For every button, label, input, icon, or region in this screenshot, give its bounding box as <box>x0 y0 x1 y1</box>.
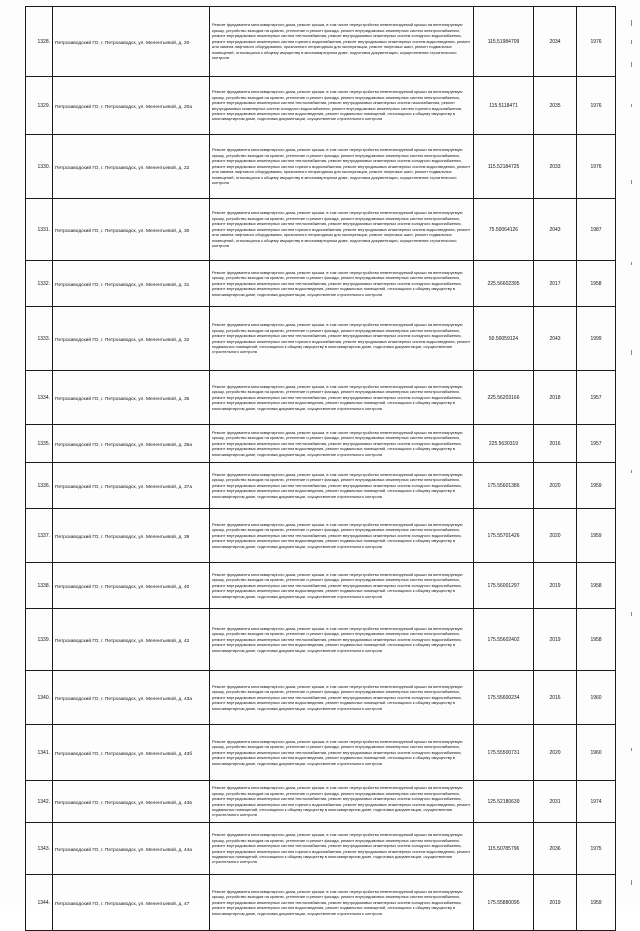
row-work-types: Ремонт фундамента многоквартирного дома, ремонт крыши, в том числе переустройство невентилируемой крыши на вентилируемую крышу, устройство выходов на кровлю, утепление и ремонт фасада, ремонт внутридомовых инженерных систем электроснабжения, ремонт внутридомовых инженерных систем теплоснабжения, ремонт внутридомовых инженерных систем холодного водоснабжения, ремонт внутридомовых инженерных систем водоотведения, ремонт подвальных помещений, относящихся к общему имуществу в многоквартирном доме, подготовка документации, осуществление строительного контроля <box>212 429 463 457</box>
row-address-cell <box>53 425 210 463</box>
row-work-types-cell <box>210 371 474 425</box>
row-build-year: 1957 <box>590 394 602 401</box>
row-work-types-cell <box>210 135 474 199</box>
row-area-value: 175.55880095 <box>487 899 520 906</box>
row-address: Петрозаводский ГО, г. Петрозаводск, ул. Мелентьевой, д. 35а <box>55 443 192 449</box>
row-address: Петрозаводский ГО, г. Петрозаводск, ул. Мелентьевой, д. 30 <box>55 229 190 235</box>
row-area-value-cell <box>474 261 534 307</box>
table-row <box>26 307 616 371</box>
row-build-year-cell <box>577 725 616 781</box>
row-planned-year: 2036 <box>549 845 561 852</box>
row-build-year: 1974 <box>590 798 602 805</box>
row-address-cell <box>53 609 210 671</box>
row-number: 1329. <box>37 102 50 109</box>
row-number: 1339. <box>37 636 50 643</box>
table-row <box>26 563 616 609</box>
row-build-year-cell <box>577 875 616 931</box>
row-planned-year: 2019 <box>549 899 561 906</box>
row-work-types-cell <box>210 307 474 371</box>
table-row <box>26 725 616 781</box>
row-planned-year: 2035 <box>549 102 561 109</box>
row-work-types: Ремонт фундамента многоквартирного дома, ремонт крыши, в том числе переустройство невентилируемой крыши на вентилируемую крышу, устройство выходов на кровлю, утепление и ремонт фасада, ремонт внутридомовых инженерных систем электроснабжения, ремонт внутридомовых инженерных систем теплоснабжения, ремонт внутридомовых инженерных систем холодного водоснабжения, ремонт внутридомовых инженерных систем водоотведения, ремонт подвальных помещений, относящихся к общему имуществу в многоквартирном доме, подготовка документации, осуществление строительного контроля <box>212 269 463 297</box>
row-number-cell <box>26 725 53 781</box>
row-area-value: 115.50785796 <box>487 845 520 852</box>
row-planned-year-cell <box>534 135 577 199</box>
row-address-cell <box>53 7 210 77</box>
row-work-types-cell <box>210 7 474 77</box>
row-build-year: 1960 <box>590 694 602 701</box>
row-build-year-cell <box>577 563 616 609</box>
row-number-cell <box>26 425 53 463</box>
row-work-types-cell <box>210 463 474 509</box>
row-number: 1343. <box>37 845 50 852</box>
row-number: 1342. <box>37 798 50 805</box>
table-row <box>26 261 616 307</box>
row-number-cell <box>26 135 53 199</box>
row-number-cell <box>26 671 53 725</box>
row-number: 1334. <box>37 394 50 401</box>
row-address: Петрозаводский ГО, г. Петрозаводск, ул. Мелентьевой, д. 20а <box>55 105 192 111</box>
row-build-year: 1999 <box>590 335 602 342</box>
row-planned-year: 2020 <box>549 482 561 489</box>
row-work-types-cell <box>210 875 474 931</box>
row-address-cell <box>53 509 210 563</box>
row-number: 1331. <box>37 226 50 233</box>
row-area-value-cell <box>474 371 534 425</box>
row-work-types: Ремонт фундамента многоквартирного дома, ремонт крыши, в том числе переустройство невентилируемой крыши на вентилируемую крышу, устройство выходов на кровлю, утепление и ремонт фасада, ремонт внутридомовых инженерных систем электроснабжения, ремонт внутридомовых инженерных систем теплоснабжения, ремонт внутридомовых инженерных систем холодного водоснабжения, ремонт внутридомовых инженерных систем горячего водоснабжения, ремонт внутридомовых инженерных систем водоотведения, ремонт или замена лифтового оборудования, признанного непригодным для эксплуатации, ремонт лифтовых шахт, ремонт подвальных помещений, относящихся к общему имуществу в многоквартирном доме, подготовка документации, осуществление строительного контроля <box>212 147 471 186</box>
row-number-cell <box>26 77 53 135</box>
row-number-cell <box>26 371 53 425</box>
row-area-value-cell <box>474 425 534 463</box>
row-work-types: Ремонт фундамента многоквартирного дома, ремонт крыши, в том числе переустройство невентилируемой крыши на вентилируемую крышу, устройство выходов на кровлю, утепление и ремонт фасада, ремонт внутридомовых инженерных систем электроснабжения, ремонт внутридомовых инженерных систем теплоснабжения, ремонт внутридомовых инженерных систем холодного водоснабжения, ремонт внутридомовых инженерных систем водоотведения, ремонт подвальных помещений, относящихся к общему имуществу в многоквартирном доме, подготовка документации, осуществление строительного контроля <box>212 888 463 916</box>
row-work-types-cell <box>210 781 474 823</box>
row-address-cell <box>53 725 210 781</box>
row-address-cell <box>53 135 210 199</box>
row-planned-year: 2033 <box>549 163 561 170</box>
row-build-year: 1959 <box>590 899 602 906</box>
row-area-value: 175.55600234 <box>487 694 520 701</box>
row-work-types: Ремонт фундамента многоквартирного дома, ремонт крыши, в том числе переустройство невентилируемой крыши на вентилируемую крышу, устройство выходов на кровлю, утепление и ремонт фасада, ремонт внутридомовых инженерных систем электроснабжения, ремонт внутридомовых инженерных систем теплоснабжения, ремонт внутридомовых инженерных систем холодного водоснабжения, ремонт внутридомовых инженерных систем водоотведения, ремонт подвальных помещений, относящихся к общему имуществу в многоквартирном доме, подготовка документации, осуществление строительного контроля <box>212 625 463 653</box>
table-row <box>26 425 616 463</box>
row-number: 1332. <box>37 280 50 287</box>
table-row <box>26 371 616 425</box>
row-build-year-cell <box>577 371 616 425</box>
row-planned-year: 2034 <box>549 38 561 45</box>
table-row <box>26 77 616 135</box>
row-build-year: 1957 <box>590 440 602 447</box>
row-work-types-cell <box>210 609 474 671</box>
row-address: Петрозаводский ГО, г. Петрозаводск, ул. Мелентьевой, д. 43а <box>55 697 192 703</box>
row-address-cell <box>53 371 210 425</box>
row-area-value: 225.56203166 <box>487 394 520 401</box>
row-address-cell <box>53 307 210 371</box>
row-planned-year: 2019 <box>549 582 561 589</box>
row-work-types: Ремонт фундамента многоквартирного дома, ремонт крыши, в том числе переустройство невентилируемой крыши на вентилируемую крышу, устройство выходов на кровлю, утепление и ремонт фасада, ремонт внутридомовых инженерных систем электроснабжения, ремонт внутридомовых инженерных систем теплоснабжения, ремонт внутридомовых инженерных систем холодного водоснабжения, ремонт внутридомовых инженерных систем водоотведения, ремонт подвальных помещений, относящихся к общему имуществу в многоквартирном доме, подготовка документации, осуществление строительного контроля <box>212 571 463 599</box>
row-area-value-cell <box>474 135 534 199</box>
row-planned-year-cell <box>534 781 577 823</box>
row-work-types: Ремонт фундамента многоквартирного дома, ремонт крыши, в том числе переустройство невентилируемой крыши на вентилируемую крышу, устройство выходов на кровлю, утепление и ремонт фасада, ремонт внутридомовых инженерных систем электроснабжения, ремонт внутридомовых инженерных систем теплоснабжения, ремонт внутридомовых инженерных систем холодного водоснабжения, ремонт внутридомовых инженерных систем водоотведения, ремонт подвальных помещений, относящихся к общему имуществу в многоквартирном доме, подготовка документации, осуществление строительного контроля <box>212 683 463 711</box>
row-work-types: Ремонт фундамента многоквартирного дома, ремонт крыши, в том числе переустройство невентилируемой крыши на вентилируемую крышу, устройство выходов на кровлю, утепление и ремонт фасада, ремонт внутридомовых инженерных систем электроснабжения, ремонт внутридомовых инженерных систем теплоснабжения, ремонт внутридомовых инженерных систем холодного водоснабжения, ремонт внутридомовых инженерных систем горячего водоснабжения, ремонт внутридомовых инженерных систем водоотведения, ремонт подвальных помещений, относящихся к общему имуществу в многоквартирном доме, подготовка документации, осуществление строительного контроля <box>212 322 471 355</box>
row-work-types-cell <box>210 725 474 781</box>
row-build-year-cell <box>577 823 616 875</box>
row-number: 1328. <box>37 38 50 45</box>
row-area-value-cell <box>474 7 534 77</box>
row-number-cell <box>26 509 53 563</box>
row-area-value-cell <box>474 563 534 609</box>
row-address-cell <box>53 781 210 823</box>
row-build-year: 1960 <box>590 749 602 756</box>
table-row <box>26 823 616 875</box>
table-row <box>26 609 616 671</box>
row-planned-year: 2031 <box>549 798 561 805</box>
row-planned-year-cell <box>534 261 577 307</box>
row-area-value: 175.55500731 <box>487 749 520 756</box>
row-address: Петрозаводский ГО, г. Петрозаводск, ул. Мелентьевой, д. 35 <box>55 397 190 403</box>
row-address: Петрозаводский ГО, г. Петрозаводск, ул. Мелентьевой, д. 31 <box>55 283 190 289</box>
row-planned-year-cell <box>534 199 577 261</box>
row-planned-year: 2020 <box>549 749 561 756</box>
row-work-types-cell <box>210 261 474 307</box>
row-address: Петрозаводский ГО, г. Петрозаводск, ул. Мелентьевой, д. 43в <box>55 801 192 807</box>
capital-repair-table <box>25 6 616 931</box>
row-area-value: 75.50064126 <box>488 226 519 233</box>
row-address-cell <box>53 823 210 875</box>
row-build-year-cell <box>577 77 616 135</box>
row-work-types-cell <box>210 199 474 261</box>
table-row <box>26 7 616 77</box>
row-build-year-cell <box>577 425 616 463</box>
row-work-types-cell <box>210 823 474 875</box>
row-area-value: 50.50059124 <box>488 335 519 342</box>
row-planned-year-cell <box>534 7 577 77</box>
row-address: Петрозаводский ГО, г. Петрозаводск, ул. Мелентьевой, д. 47 <box>55 902 190 908</box>
row-area-value: 115.51984709 <box>487 38 520 45</box>
row-build-year: 1958 <box>590 636 602 643</box>
row-planned-year-cell <box>534 425 577 463</box>
row-planned-year: 2018 <box>549 394 561 401</box>
row-planned-year-cell <box>534 371 577 425</box>
row-build-year: 1976 <box>590 38 602 45</box>
row-work-types-cell <box>210 671 474 725</box>
scan-edge-marks <box>628 0 638 905</box>
row-build-year-cell <box>577 135 616 199</box>
row-work-types: Ремонт фундамента многоквартирного дома, ремонт крыши, в том числе переустройство невентилируемой крыши на вентилируемую крышу, устройство выходов на кровлю, утепление и ремонт фасада, ремонт внутридомовых инженерных систем электроснабжения, ремонт внутридомовых инженерных систем теплоснабжения, ремонт внутридомовых инженерных систем холодного водоснабжения, ремонт внутридомовых инженерных систем горячего водоснабжения, ремонт внутридомовых инженерных систем водоотведения, ремонт подвальных помещений, относящихся к общему имуществу в многоквартирном доме, подготовка документации, осуществление строительного контроля <box>212 785 471 818</box>
row-area-value-cell <box>474 509 534 563</box>
row-number-cell <box>26 307 53 371</box>
row-planned-year: 2019 <box>549 636 561 643</box>
row-planned-year-cell <box>534 609 577 671</box>
row-work-types: Ремонт фундамента многоквартирного дома, ремонт крыши, в том числе переустройство невентилируемой крыши на вентилируемую крышу, устройство выходов на кровлю, утепление и ремонт фасада, ремонт внутридомовых инженерных систем электроснабжения, ремонт внутридомовых инженерных систем теплоснабжения, ремонт внутридомовых инженерных систем холодного водоснабжения, ремонт внутридомовых инженерных систем водоотведения, ремонт подвальных помещений, относящихся к общему имуществу в многоквартирном доме, подготовка документации, осуществление строительного контроля <box>212 383 463 411</box>
row-address: Петрозаводский ГО, г. Петрозаводск, ул. Мелентьевой, д. 20 <box>55 41 190 47</box>
row-build-year: 1959 <box>590 482 602 489</box>
row-number: 1337. <box>37 532 50 539</box>
row-build-year-cell <box>577 7 616 77</box>
row-work-types: Ремонт фундамента многоквартирного дома, ремонт крыши, в том числе переустройство невентилируемой крыши на вентилируемую крышу, устройство выходов на кровлю, утепление и ремонт фасада, ремонт внутридомовых инженерных систем электроснабжения, ремонт внутридомовых инженерных систем теплоснабжения, ремонт внутридомовых инженерных систем холодного водоснабжения, ремонт внутридомовых инженерных систем водоотведения, ремонт подвальных помещений, относящихся к общему имуществу в многоквартирном доме, подготовка документации, осуществление строительного контроля <box>212 738 463 766</box>
row-number-cell <box>26 7 53 77</box>
row-address-cell <box>53 463 210 509</box>
row-build-year-cell <box>577 463 616 509</box>
row-build-year: 1976 <box>590 163 602 170</box>
table-row <box>26 463 616 509</box>
table-row <box>26 199 616 261</box>
row-work-types: Ремонт фундамента многоквартирного дома, ремонт крыши, в том числе переустройство невентилируемой крыши на вентилируемую крышу, устройство выходов на кровлю, утепление и ремонт фасада, ремонт внутридомовых инженерных систем электроснабжения, ремонт внутридомовых инженерных систем теплоснабжения, ремонт внутридомовых инженерных систем холодного водоснабжения, ремонт внутридомовых инженерных систем горячего водоснабжения, ремонт внутридомовых инженерных систем водоотведения, ремонт или замена лифтового оборудования, признанного непригодным для эксплуатации, ремонт лифтовых шахт, ремонт подвальных помещений, относящихся к общему имуществу в многоквартирном доме, подготовка документации, осуществление строительного контроля <box>212 210 471 249</box>
row-area-value: 175.55701426 <box>487 532 520 539</box>
row-number-cell <box>26 823 53 875</box>
row-planned-year: 2043 <box>549 226 561 233</box>
row-planned-year-cell <box>534 307 577 371</box>
row-build-year: 1959 <box>590 532 602 539</box>
row-address: Петрозаводский ГО, г. Петрозаводск, ул. Мелентьевой, д. 22 <box>55 166 190 172</box>
row-address: Петрозаводский ГО, г. Петрозаводск, ул. Мелентьевой, д. 37а <box>55 485 192 491</box>
row-planned-year: 2020 <box>549 532 561 539</box>
row-address-cell <box>53 671 210 725</box>
row-work-types: Ремонт фундамента многоквартирного дома, ремонт крыши, в том числе переустройство невентилируемой крыши на вентилируемую крышу, устройство выходов на кровлю, утепление и ремонт фасада, ремонт внутридомовых инженерных систем электроснабжения, ремонт внутридомовых инженерных систем теплоснабжения, ремонт внутридомовых инженерных систем холодного водоснабжения, ремонт внутридомовых инженерных систем горячего водоснабжения, ремонт внутридомовых инженерных систем водоотведения, ремонт или замена лифтового оборудования, признанного непригодным для эксплуатации, ремонт лифтовых шахт, ремонт подвальных помещений, относящихся к общему имуществу в многоквартирном доме, подготовка документации, осуществление строительного контроля <box>212 22 471 61</box>
row-work-types: Ремонт фундамента многоквартирного дома, ремонт крыши, в том числе переустройство невентилируемой крыши на вентилируемую крышу, устройство выходов на кровлю, утепление и ремонт фасада, ремонт внутридомовых инженерных систем электроснабжения, ремонт внутридомовых инженерных систем теплоснабжения, ремонт внутридомовых инженерных систем газоснабжения, ремонт внутридомовых инженерных систем холодного водоснабжения, ремонт внутридомовых инженерных систем горячего водоснабжения, ремонт внутридомовых инженерных систем водоотведения, ремонт подвальных помещений, относящихся к общему имуществу в многоквартирном доме, подготовка документации, осуществление строительного контроля <box>212 89 463 122</box>
row-address: Петрозаводский ГО, г. Петрозаводск, ул. Мелентьевой, д. 43б <box>55 752 193 758</box>
table-row <box>26 509 616 563</box>
row-build-year: 1976 <box>590 102 602 109</box>
row-planned-year-cell <box>534 563 577 609</box>
row-build-year-cell <box>577 609 616 671</box>
row-planned-year-cell <box>534 77 577 135</box>
row-address: Петрозаводский ГО, г. Петрозаводск, ул. Мелентьевой, д. 39 <box>55 535 190 541</box>
row-address: Петрозаводский ГО, г. Петрозаводск, ул. Мелентьевой, д. 42 <box>55 639 190 645</box>
row-number-cell <box>26 875 53 931</box>
row-address-cell <box>53 875 210 931</box>
row-number-cell <box>26 563 53 609</box>
row-area-value: 175.56001297 <box>487 582 520 589</box>
row-work-types-cell <box>210 77 474 135</box>
row-area-value: 225.56602395 <box>487 280 520 287</box>
row-area-value: 125.52180639 <box>487 798 520 805</box>
row-area-value: 175.55602402 <box>487 636 520 643</box>
row-area-value-cell <box>474 823 534 875</box>
row-number: 1336. <box>37 482 50 489</box>
row-planned-year-cell <box>534 725 577 781</box>
table-row <box>26 875 616 931</box>
row-work-types-cell <box>210 563 474 609</box>
row-build-year: 1958 <box>590 280 602 287</box>
row-area-value: 225.5630319 <box>488 440 519 447</box>
table-row <box>26 135 616 199</box>
row-address: Петрозаводский ГО, г. Петрозаводск, ул. Мелентьевой, д. 44а <box>55 848 192 854</box>
row-build-year: 1958 <box>590 582 602 589</box>
row-number: 1333. <box>37 335 50 342</box>
row-address: Петрозаводский ГО, г. Петрозаводск, ул. Мелентьевой, д. 40 <box>55 585 190 591</box>
row-area-value-cell <box>474 77 534 135</box>
row-planned-year-cell <box>534 823 577 875</box>
row-build-year-cell <box>577 307 616 371</box>
row-planned-year-cell <box>534 875 577 931</box>
row-number: 1338. <box>37 582 50 589</box>
table-row <box>26 671 616 725</box>
row-build-year: 1975 <box>590 845 602 852</box>
row-area-value-cell <box>474 463 534 509</box>
row-work-types: Ремонт фундамента многоквартирного дома, ремонт крыши, в том числе переустройство невентилируемой крыши на вентилируемую крышу, устройство выходов на кровлю, утепление и ремонт фасада, ремонт внутридомовых инженерных систем электроснабжения, ремонт внутридомовых инженерных систем теплоснабжения, ремонт внутридомовых инженерных систем холодного водоснабжения, ремонт внутридомовых инженерных систем водоотведения, ремонт подвальных помещений, относящихся к общему имуществу в многоквартирном доме, подготовка документации, осуществление строительного контроля <box>212 521 463 549</box>
row-work-types-cell <box>210 509 474 563</box>
row-planned-year: 2016 <box>549 694 561 701</box>
row-build-year-cell <box>577 199 616 261</box>
row-work-types: Ремонт фундамента многоквартирного дома, ремонт крыши, в том числе переустройство невентилируемой крыши на вентилируемую крышу, устройство выходов на кровлю, утепление и ремонт фасада, ремонт внутридомовых инженерных систем электроснабжения, ремонт внутридомовых инженерных систем теплоснабжения, ремонт внутридомовых инженерных систем холодного водоснабжения, ремонт внутридомовых инженерных систем горячего водоснабжения, ремонт внутридомовых инженерных систем водоотведения, ремонт подвальных помещений, относящихся к общему имуществу в многоквартирном доме, подготовка документации, осуществление строительного контроля <box>212 832 471 865</box>
row-build-year-cell <box>577 781 616 823</box>
row-area-value-cell <box>474 307 534 371</box>
row-planned-year: 2017 <box>549 280 561 287</box>
row-number: 1344. <box>37 899 50 906</box>
table-body <box>26 7 616 931</box>
row-planned-year: 2016 <box>549 440 561 447</box>
row-build-year-cell <box>577 509 616 563</box>
row-work-types: Ремонт фундамента многоквартирного дома, ремонт крыши, в том числе переустройство невентилируемой крыши на вентилируемую крышу, устройство выходов на кровлю, утепление и ремонт фасада, ремонт внутридомовых инженерных систем электроснабжения, ремонт внутридомовых инженерных систем теплоснабжения, ремонт внутридомовых инженерных систем холодного водоснабжения, ремонт внутридомовых инженерных систем водоотведения, ремонт подвальных помещений, относящихся к общему имуществу в многоквартирном доме, подготовка документации, осуществление строительного контроля <box>212 471 463 499</box>
row-address: Петрозаводский ГО, г. Петрозаводск, ул. Мелентьевой, д. 32 <box>55 338 190 344</box>
row-number-cell <box>26 261 53 307</box>
row-planned-year-cell <box>534 463 577 509</box>
row-number-cell <box>26 463 53 509</box>
row-number: 1330. <box>37 163 50 170</box>
row-area-value-cell <box>474 781 534 823</box>
row-area-value-cell <box>474 875 534 931</box>
row-number-cell <box>26 609 53 671</box>
row-planned-year: 2043 <box>549 335 561 342</box>
row-build-year-cell <box>577 671 616 725</box>
table-row <box>26 781 616 823</box>
row-area-value-cell <box>474 671 534 725</box>
row-area-value-cell <box>474 725 534 781</box>
row-area-value: 115.5118471 <box>489 102 518 109</box>
row-planned-year-cell <box>534 509 577 563</box>
row-address-cell <box>53 563 210 609</box>
row-number: 1340. <box>37 694 50 701</box>
row-planned-year-cell <box>534 671 577 725</box>
row-build-year-cell <box>577 261 616 307</box>
row-build-year: 1987 <box>590 226 602 233</box>
row-number-cell <box>26 781 53 823</box>
row-area-value: 115.52184725 <box>487 163 520 170</box>
row-address-cell <box>53 261 210 307</box>
row-address-cell <box>53 199 210 261</box>
row-number: 1335. <box>37 440 50 447</box>
row-number-cell <box>26 199 53 261</box>
row-number: 1341. <box>37 749 50 756</box>
row-area-value-cell <box>474 609 534 671</box>
row-work-types-cell <box>210 425 474 463</box>
row-address-cell <box>53 77 210 135</box>
row-area-value: 175.55601386 <box>487 482 520 489</box>
row-area-value-cell <box>474 199 534 261</box>
